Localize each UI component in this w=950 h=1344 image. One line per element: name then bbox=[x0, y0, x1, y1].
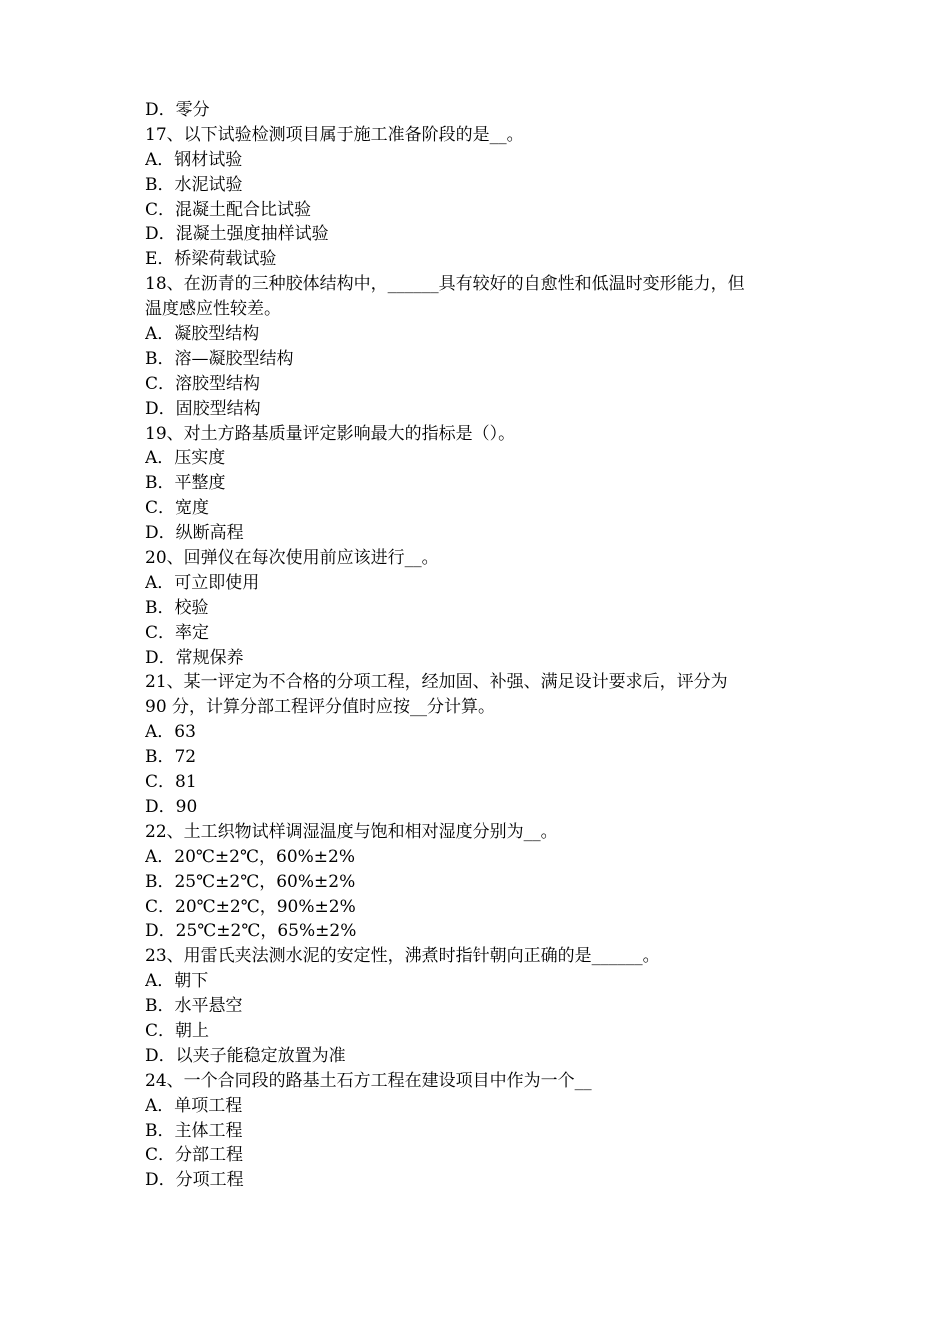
question-line: 18、在沥青的三种胶体结构中，______具有较好的自愈性和低温时变形能力，但 bbox=[145, 274, 745, 295]
option-line: B．溶—凝胶型结构 bbox=[145, 348, 294, 369]
option-line: A．凝胶型结构 bbox=[145, 324, 260, 345]
option-line: C．81 bbox=[145, 772, 197, 793]
option-line: E．桥梁荷载试验 bbox=[145, 249, 277, 270]
document-page bbox=[145, 98, 815, 1193]
question-line: 19、对土方路基质量评定影响最大的指标是（）。 bbox=[145, 423, 516, 444]
option-line: B．水平悬空 bbox=[145, 996, 243, 1017]
question-line-continued: 90 分，计算分部工程评分值时应按__分计算。 bbox=[145, 697, 496, 718]
option-line: A．可立即使用 bbox=[145, 572, 260, 593]
option-line: C．朝上 bbox=[145, 1020, 210, 1041]
option-line: B．平整度 bbox=[145, 473, 226, 494]
option-line: B．25℃±2℃，60%±2% bbox=[145, 871, 356, 892]
option-line: C．分部工程 bbox=[145, 1145, 244, 1166]
question-line-continued: 温度感应性较差。 bbox=[145, 299, 281, 320]
option-line: A．63 bbox=[145, 722, 196, 743]
question-line: 23、用雷氏夹法测水泥的安定性，沸煮时指针朝向正确的是______。 bbox=[145, 946, 660, 967]
question-line: 22、土工织物试样调湿温度与饱和相对湿度分别为__。 bbox=[145, 821, 558, 842]
option-line: D．90 bbox=[145, 796, 198, 817]
option-line: D．零分 bbox=[145, 100, 210, 120]
option-line: C．率定 bbox=[145, 622, 210, 643]
option-line: B．主体工程 bbox=[145, 1120, 243, 1141]
option-line: D．分项工程 bbox=[145, 1170, 244, 1191]
question-line: 20、回弹仪在每次使用前应该进行__。 bbox=[145, 548, 439, 569]
question-line: 21、某一评定为不合格的分项工程，经加固、补强、满足设计要求后，评分为 bbox=[145, 672, 728, 693]
option-line: C．混凝土配合比试验 bbox=[145, 199, 312, 220]
question-line: 24、一个合同段的路基土石方工程在建设项目中作为一个__ bbox=[145, 1070, 592, 1091]
option-line: D．固胶型结构 bbox=[145, 398, 261, 419]
option-line: A．20℃±2℃，60%±2% bbox=[145, 846, 356, 867]
option-line: D．以夹子能稳定放置为准 bbox=[145, 1045, 346, 1066]
option-line: B．水泥试验 bbox=[145, 174, 243, 195]
option-line: D．混凝土强度抽样试验 bbox=[145, 224, 329, 245]
option-line: C．20℃±2℃，90%±2% bbox=[145, 896, 356, 917]
question-line: 17、以下试验检测项目属于施工准备阶段的是__。 bbox=[145, 124, 524, 145]
option-line: D．25℃±2℃，65%±2% bbox=[145, 921, 357, 942]
option-line: A．钢材试验 bbox=[145, 149, 243, 170]
option-line: A．朝下 bbox=[145, 971, 209, 992]
option-line: B．校验 bbox=[145, 597, 209, 618]
option-line: D．常规保养 bbox=[145, 647, 244, 668]
option-line: A．压实度 bbox=[145, 448, 226, 469]
option-line: C．宽度 bbox=[145, 498, 210, 519]
option-line: B．72 bbox=[145, 747, 197, 768]
option-line: D．纵断高程 bbox=[145, 523, 244, 544]
option-line: A．单项工程 bbox=[145, 1095, 243, 1116]
option-line: C．溶胶型结构 bbox=[145, 373, 261, 394]
